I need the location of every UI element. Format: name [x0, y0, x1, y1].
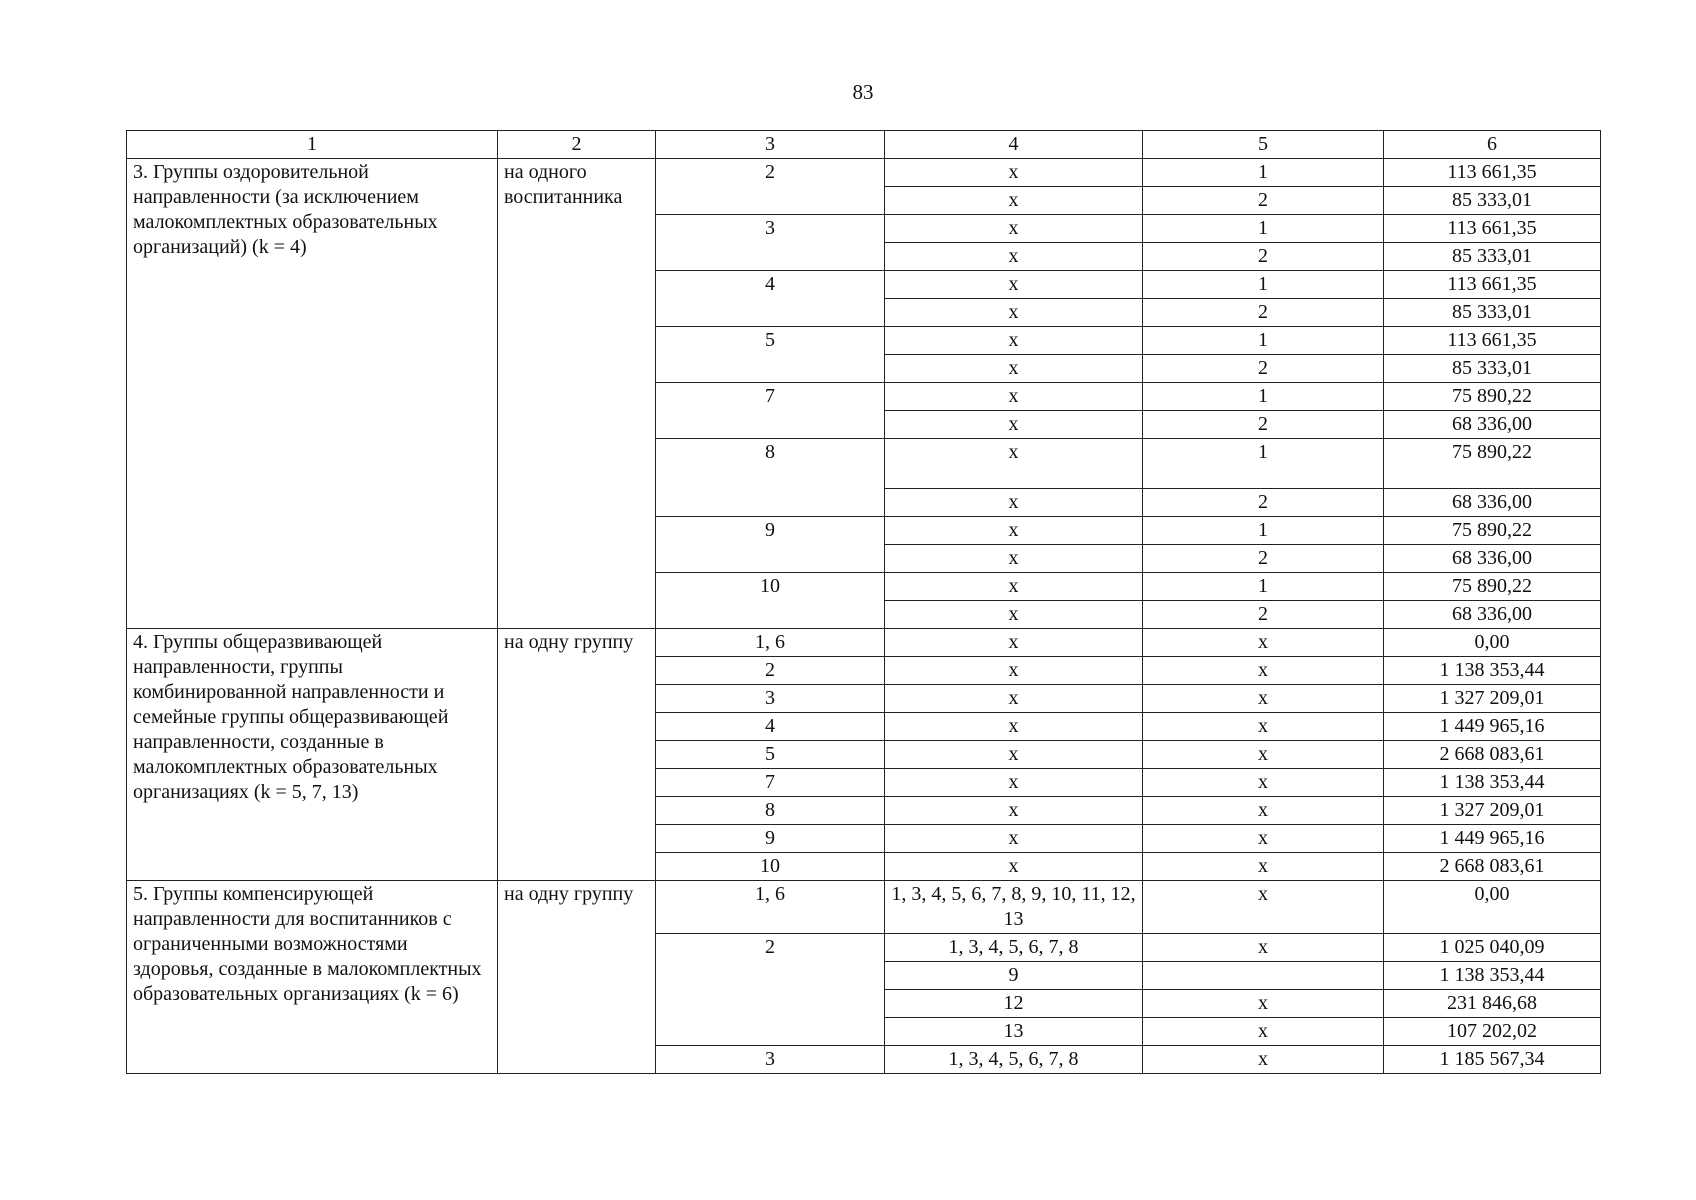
cell-c4: 1, 3, 4, 5, 6, 7, 8, 9, 10, 11, 12, 13 [885, 881, 1143, 934]
cell-c6: 2 668 083,61 [1384, 741, 1601, 769]
cell-c5: 1 [1143, 383, 1384, 411]
cell-c6: 113 661,35 [1384, 159, 1601, 187]
cell-c5: 2 [1143, 187, 1384, 215]
cell-c5: 2 [1143, 355, 1384, 383]
cell-c3: 3 [656, 1046, 885, 1074]
group-4-title: 4. Группы общеразвивающей направленности, группы комбинированной направленности и семейные группы общеразвивающей направленности, созданные в малокомплектных образовательных организациях (k = 5, 7, 13) [127, 629, 498, 881]
cell-c3: 1, 6 [656, 629, 885, 657]
cell-c5 [1143, 962, 1384, 990]
table-row [127, 629, 1601, 657]
page-number: 83 [852, 80, 874, 104]
cell-c5: 1 [1143, 573, 1384, 601]
cell-c6: 0,00 [1384, 629, 1601, 657]
cell-c5: x [1143, 853, 1384, 881]
cell-c4: 12 [885, 990, 1143, 1018]
cell-c4: x [885, 601, 1143, 629]
cell-c6: 68 336,00 [1384, 545, 1601, 573]
cell-c4: x [885, 629, 1143, 657]
table-row [127, 159, 1601, 187]
cell-c6: 1 449 965,16 [1384, 825, 1601, 853]
cell-c6: 75 890,22 [1384, 439, 1601, 489]
cell-c4: 9 [885, 962, 1143, 990]
cell-c6: 113 661,35 [1384, 215, 1601, 243]
cell-c4: x [885, 411, 1143, 439]
cell-c6: 1 138 353,44 [1384, 962, 1601, 990]
cell-c5: x [1143, 990, 1384, 1018]
cell-c4: x [885, 327, 1143, 355]
cell-c3: 5 [656, 327, 885, 383]
cell-c6: 1 327 209,01 [1384, 797, 1601, 825]
cell-c6: 85 333,01 [1384, 355, 1601, 383]
cell-c6: 75 890,22 [1384, 383, 1601, 411]
cell-c6: 68 336,00 [1384, 489, 1601, 517]
cell-c5: x [1143, 881, 1384, 934]
cell-c5: x [1143, 713, 1384, 741]
header-cell: 1 [127, 131, 498, 159]
cell-c5: x [1143, 657, 1384, 685]
group-4-unit: на одну группу [498, 629, 656, 881]
cell-c3: 2 [656, 657, 885, 685]
cell-c3: 7 [656, 769, 885, 797]
header-cell: 4 [885, 131, 1143, 159]
cell-c5: 1 [1143, 215, 1384, 243]
group-5-unit: на одну группу [498, 881, 656, 1074]
cell-c3: 4 [656, 713, 885, 741]
cell-c5: 1 [1143, 159, 1384, 187]
cell-c4: x [885, 769, 1143, 797]
cell-c4: x [885, 159, 1143, 187]
cell-c6: 231 846,68 [1384, 990, 1601, 1018]
cell-c3: 8 [656, 797, 885, 825]
cell-c5: x [1143, 769, 1384, 797]
cell-c4: 13 [885, 1018, 1143, 1046]
header-cell: 5 [1143, 131, 1384, 159]
cell-c4: x [885, 657, 1143, 685]
cell-c5: 1 [1143, 327, 1384, 355]
cell-c5: 2 [1143, 411, 1384, 439]
cell-c3: 2 [656, 159, 885, 215]
cell-c6: 113 661,35 [1384, 327, 1601, 355]
group-5-title: 5. Группы компенсирующей направленности для воспитанников с ограниченными возможностями здоровья, созданные в малокомплектных образовательных организациях (k = 6) [127, 881, 498, 1074]
cell-c6: 75 890,22 [1384, 573, 1601, 601]
cell-c4: x [885, 825, 1143, 853]
cell-c5: 2 [1143, 545, 1384, 573]
cell-c6: 1 185 567,34 [1384, 1046, 1601, 1074]
group-3-title: 3. Группы оздоровительной направленности (за исключением малокомплектных образовательных организаций) (k = 4) [127, 159, 498, 629]
cell-c5: x [1143, 741, 1384, 769]
cell-c6: 1 138 353,44 [1384, 769, 1601, 797]
cell-c4: 1, 3, 4, 5, 6, 7, 8 [885, 1046, 1143, 1074]
cell-c5: x [1143, 797, 1384, 825]
cell-c4: x [885, 517, 1143, 545]
table-header-row [127, 131, 1601, 159]
cell-c4: x [885, 713, 1143, 741]
cell-c5: x [1143, 629, 1384, 657]
header-cell: 2 [498, 131, 656, 159]
cell-c4: x [885, 797, 1143, 825]
cell-c6: 1 138 353,44 [1384, 657, 1601, 685]
cell-c5: 1 [1143, 271, 1384, 299]
cell-c6: 0,00 [1384, 881, 1601, 934]
cell-c5: 1 [1143, 439, 1384, 489]
tariff-table [126, 130, 1601, 1074]
cell-c4: x [885, 853, 1143, 881]
cell-c4: x [885, 187, 1143, 215]
cell-c3: 4 [656, 271, 885, 327]
cell-c5: x [1143, 1018, 1384, 1046]
header-cell: 3 [656, 131, 885, 159]
cell-c6: 1 327 209,01 [1384, 685, 1601, 713]
cell-c3: 10 [656, 573, 885, 629]
cell-c6: 85 333,01 [1384, 299, 1601, 327]
cell-c3: 3 [656, 685, 885, 713]
cell-c3: 7 [656, 383, 885, 439]
cell-c4: x [885, 243, 1143, 271]
cell-c4: x [885, 215, 1143, 243]
cell-c5: 2 [1143, 299, 1384, 327]
cell-c3: 10 [656, 853, 885, 881]
cell-c5: 1 [1143, 517, 1384, 545]
cell-c5: 2 [1143, 489, 1384, 517]
cell-c3: 9 [656, 825, 885, 853]
cell-c3: 8 [656, 439, 885, 517]
cell-c4: x [885, 741, 1143, 769]
cell-c3: 5 [656, 741, 885, 769]
cell-c4: x [885, 439, 1143, 489]
cell-c4: 1, 3, 4, 5, 6, 7, 8 [885, 934, 1143, 962]
cell-c4: x [885, 685, 1143, 713]
cell-c6: 2 668 083,61 [1384, 853, 1601, 881]
table-row [127, 881, 1601, 934]
cell-c3: 3 [656, 215, 885, 271]
cell-c3: 1, 6 [656, 881, 885, 934]
cell-c6: 75 890,22 [1384, 517, 1601, 545]
cell-c5: x [1143, 1046, 1384, 1074]
cell-c4: x [885, 299, 1143, 327]
cell-c5: x [1143, 934, 1384, 962]
cell-c5: 2 [1143, 601, 1384, 629]
group-3-unit: на одного воспитанника [498, 159, 656, 629]
cell-c4: x [885, 271, 1143, 299]
cell-c4: x [885, 573, 1143, 601]
header-cell: 6 [1384, 131, 1601, 159]
cell-c6: 1 025 040,09 [1384, 934, 1601, 962]
cell-c5: x [1143, 685, 1384, 713]
cell-c4: x [885, 545, 1143, 573]
cell-c6: 85 333,01 [1384, 187, 1601, 215]
cell-c6: 68 336,00 [1384, 411, 1601, 439]
cell-c3: 2 [656, 934, 885, 1046]
cell-c4: x [885, 489, 1143, 517]
cell-c4: x [885, 355, 1143, 383]
cell-c5: x [1143, 825, 1384, 853]
cell-c6: 85 333,01 [1384, 243, 1601, 271]
cell-c4: x [885, 383, 1143, 411]
cell-c5: 2 [1143, 243, 1384, 271]
cell-c6: 113 661,35 [1384, 271, 1601, 299]
cell-c6: 1 449 965,16 [1384, 713, 1601, 741]
cell-c6: 107 202,02 [1384, 1018, 1601, 1046]
cell-c6: 68 336,00 [1384, 601, 1601, 629]
cell-c3: 9 [656, 517, 885, 573]
